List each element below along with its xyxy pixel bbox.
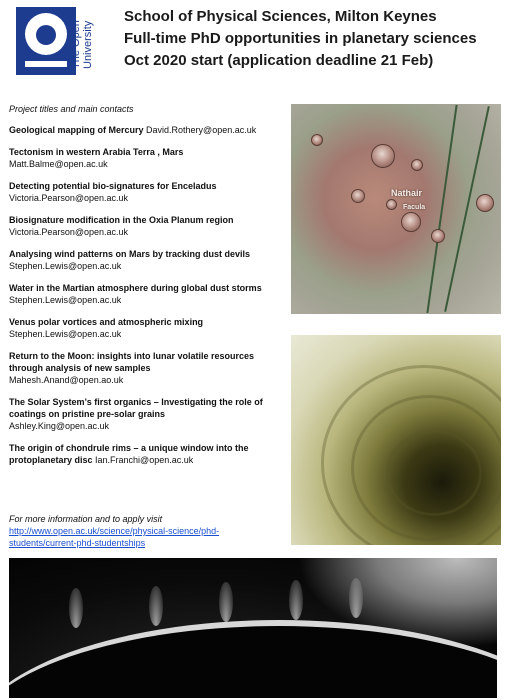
project-title: Venus polar vortices and atmospheric mixing (9, 317, 204, 327)
project-title: The origin of chondrule rims – a unique window into the protoplanetary disc (9, 443, 249, 465)
project-item (9, 442, 289, 466)
plume (219, 582, 233, 622)
project-title: Return to the Moon: insights into lunar volatile resources through analysis of new samples (9, 351, 255, 373)
project-title: Water in the Martian atmosphere during global dust storms (9, 283, 262, 293)
crater (411, 159, 423, 171)
enceladus-plumes-image (9, 558, 497, 698)
crater (401, 212, 421, 232)
project-list (9, 103, 289, 476)
project-contact[interactable]: Victoria.Pearson@open.ac.uk (9, 227, 129, 237)
plume (289, 580, 303, 620)
crater (371, 144, 395, 168)
crater (311, 134, 323, 146)
project-contact[interactable]: Ashley.King@open.ac.uk (9, 421, 110, 431)
project-contact[interactable]: Stephen.Lewis@open.ac.uk (9, 261, 122, 271)
apply-link-line2[interactable]: students/current-phd-studentships (9, 538, 146, 548)
logo-wordmark-line2: University (82, 20, 94, 69)
project-item (9, 396, 289, 432)
project-title: Tectonism in western Arabia Terra , Mars (9, 147, 184, 157)
crater (431, 229, 445, 243)
project-title: Geological mapping of Mercury (9, 125, 147, 135)
project-contact[interactable]: Stephen.Lewis@open.ac.uk (9, 329, 122, 339)
crater (476, 194, 494, 212)
header-title-block (124, 6, 514, 72)
logo-base-bar (25, 61, 67, 67)
project-contact[interactable]: Victoria.Pearson@open.ac.uk (9, 193, 129, 203)
project-item (9, 316, 289, 340)
header-start-date: Oct 2020 start (application deadline 21 Feb) (124, 52, 434, 69)
more-info-heading: For more information and to apply visit (9, 514, 163, 524)
plume (349, 578, 363, 618)
project-item (9, 146, 289, 170)
vortex-swirl (386, 430, 482, 516)
map-label-facula: Facula (403, 204, 426, 211)
project-list-heading: Project titles and main contacts (9, 104, 134, 114)
plume (149, 586, 163, 626)
project-contact[interactable]: Matt.Balme@open.ac.uk (9, 159, 108, 169)
project-contact[interactable]: David.Rothery@open.ac.uk (146, 125, 257, 135)
venus-vortex-image (291, 335, 501, 545)
mercury-map-image (291, 104, 501, 314)
project-title: The Solar System’s first organics – Investigating the role of coatings on pristine pre-solar grains (9, 397, 263, 419)
crater (351, 189, 365, 203)
more-info (9, 513, 294, 549)
project-item (9, 180, 289, 204)
project-item (9, 282, 289, 306)
project-contact[interactable]: Mahesh.Anand@open.ao.uk (9, 375, 124, 385)
project-title: Analysing wind patterns on Mars by tracking dust devils (9, 249, 251, 259)
logo-inner-circle (36, 25, 56, 45)
header-school: School of Physical Sciences, Milton Keynes (124, 8, 437, 25)
map-boundary-line (426, 105, 457, 313)
plume (69, 588, 83, 628)
project-contact[interactable]: Stephen.Lewis@open.ac.uk (9, 295, 122, 305)
project-title: Biosignature modification in the Oxia Planum region (9, 215, 234, 225)
apply-link-line1[interactable]: http://www.open.ac.uk/science/physical-science/phd- (9, 526, 220, 536)
crater (386, 199, 397, 210)
logo-wordmark-line1: The Open (70, 20, 82, 69)
project-item (9, 214, 289, 238)
map-label-nathair: Nathair (391, 188, 423, 198)
project-title: Detecting potential bio-signatures for Enceladus (9, 181, 217, 191)
open-university-logo (16, 7, 76, 75)
project-contact[interactable]: Ian.Franchi@open.ac.uk (95, 455, 194, 465)
logo-wordmark (70, 15, 98, 69)
project-item (9, 248, 289, 272)
project-item (9, 124, 289, 136)
header-programme: Full-time PhD opportunities in planetary sciences (124, 30, 477, 47)
project-item (9, 350, 289, 386)
